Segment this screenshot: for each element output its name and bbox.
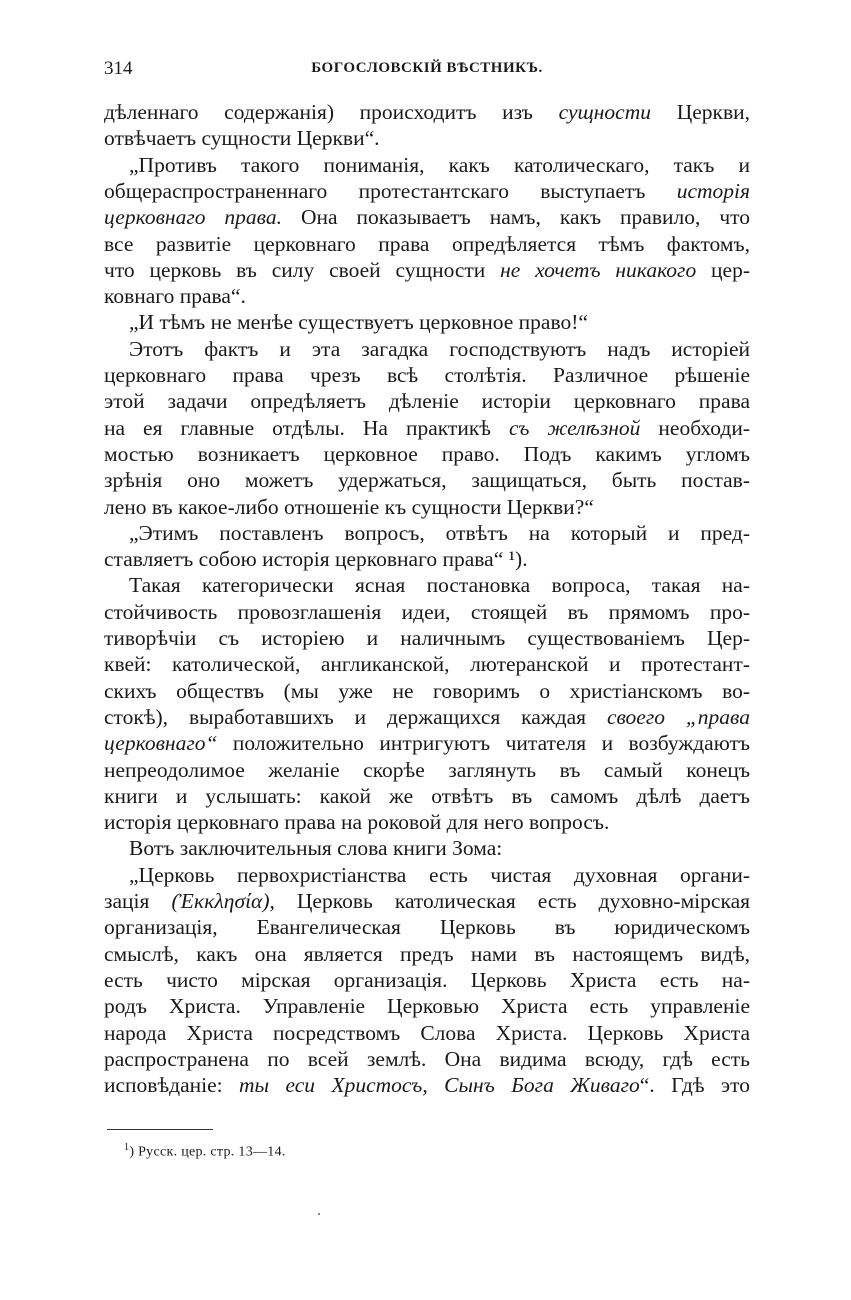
line-text: смыслѣ, какъ она является предъ нами въ настоящемъ видѣ, xyxy=(104,941,750,966)
footnote-divider xyxy=(107,1129,213,1130)
text-line xyxy=(104,914,750,941)
text-line xyxy=(129,309,750,336)
printing-speck xyxy=(318,1213,320,1215)
text-line xyxy=(104,204,750,231)
text-line xyxy=(104,651,750,678)
line-text: зрѣнія оно можетъ удержаться, защищаться, быть постав- xyxy=(104,468,750,493)
emphasis-text: не хочетъ никакого xyxy=(500,257,697,282)
line-text: этой задачи опредѣляетъ дѣленіе исторіи церковнаго права xyxy=(104,389,750,414)
line-text: необходи- xyxy=(640,415,750,440)
footnote xyxy=(124,1142,286,1161)
page-header xyxy=(104,58,750,82)
line-text: „Этимъ поставленъ вопросъ, отвѣтъ на который и пред- xyxy=(129,520,750,545)
line-text: Церкви, xyxy=(651,100,750,124)
text-line xyxy=(129,336,750,363)
line-text: ковнаго права“. xyxy=(104,284,246,309)
line-text: есть чисто мірская организація. Церковь Христа есть на- xyxy=(104,967,750,992)
text-line xyxy=(104,546,750,573)
text-line xyxy=(104,99,750,126)
text-line xyxy=(104,415,750,442)
line-text: исповѣданіе: xyxy=(104,1073,240,1098)
text-line xyxy=(104,283,750,310)
page-number: 314 xyxy=(104,58,133,79)
text-line xyxy=(104,993,750,1020)
line-text: квей: католической, англиканской, лютеранской и протестант- xyxy=(104,652,750,677)
line-text: цер- xyxy=(696,257,750,282)
text-line xyxy=(104,362,750,389)
line-text: родъ Христа. Управленіе Церковью Христа есть управленіе xyxy=(104,994,750,1019)
text-line xyxy=(104,967,750,994)
text-line xyxy=(104,678,750,705)
line-text: на ея главные отдѣлы. На практикѣ xyxy=(104,415,509,440)
text-line xyxy=(104,494,750,521)
line-text: Вотъ заключительныя слова книги Зома: xyxy=(129,836,503,861)
text-line xyxy=(104,783,750,810)
emphasis-text: исторія xyxy=(676,178,750,203)
text-line xyxy=(129,520,750,547)
emphasis-text: ты еси Христосъ, Сынъ Бога Живаго xyxy=(239,1073,640,1098)
line-text: что церковь въ силу своей сущности xyxy=(104,257,501,282)
line-text: “. Гдѣ это xyxy=(639,1073,750,1098)
line-text: распространена по всей землѣ. Она видима всюду, гдѣ есть xyxy=(104,1046,750,1071)
text-line xyxy=(104,388,750,415)
line-text: Она показываетъ намъ, какъ правило, что xyxy=(281,205,750,230)
text-line xyxy=(104,1046,750,1073)
line-text: все развитіе церковнаго права опредѣляется тѣмъ фактомъ, xyxy=(104,231,750,256)
line-text: положительно интригуютъ читателя и возбуждаютъ xyxy=(217,731,750,756)
text-line xyxy=(104,441,750,468)
text-line xyxy=(129,572,750,599)
text-line xyxy=(104,625,750,652)
line-text: „Противъ такого пониманія, какъ католическаго, такъ и xyxy=(129,152,750,177)
line-text: церковнаго права чрезъ всѣ столѣтія. Различное рѣшеніе xyxy=(104,363,750,387)
line-text: Такая категорически ясная постановка вопроса, такая на- xyxy=(129,573,750,598)
text-line xyxy=(104,125,750,152)
emphasis-text: церковнаго права. xyxy=(104,205,282,230)
text-line xyxy=(104,704,750,731)
line-text: , Церковь католическая есть духовно-мірская xyxy=(269,889,751,913)
line-text: Этотъ фактъ и эта загадка господствуютъ надъ исторіей xyxy=(129,336,750,361)
text-line xyxy=(104,467,750,494)
footnote-mark: 1 xyxy=(124,1142,130,1153)
text-line xyxy=(104,599,750,626)
line-text: тиворѣчіи съ исторіею и наличнымъ существованіемъ Цер- xyxy=(104,626,750,650)
line-text: дѣленнаго содержанія) происходитъ изъ xyxy=(104,100,559,124)
text-line xyxy=(104,941,750,968)
line-text: ставляетъ собою исторія церковнаго права“ ¹). xyxy=(104,547,528,572)
emphasis-text: своего „права xyxy=(606,704,750,729)
running-title: БОГОСЛОВСКІЙ ВѢСТНИКЪ. xyxy=(311,60,543,76)
text-line xyxy=(104,178,750,205)
footnote-text: ) Русск. цер. стр. 13—14. xyxy=(129,1144,286,1160)
line-text: „Церковь первохристіанства есть чистая духовная органи- xyxy=(129,862,750,887)
line-text: стойчивость провозглашенія идеи, стоящей въ прямомъ про- xyxy=(104,599,750,624)
emphasis-text: сущности xyxy=(558,100,651,124)
text-line xyxy=(104,730,750,757)
line-text: стокѣ), выработавшихъ и держащихся каждая xyxy=(104,704,607,729)
line-text: лено въ какое-либо отношеніе къ сущности Церкви?“ xyxy=(104,494,594,519)
emphasis-text: съ желѣзной xyxy=(508,415,641,440)
line-text: книги и услышать: какой же отвѣтъ въ самомъ дѣлѣ даетъ xyxy=(104,783,750,808)
text-line xyxy=(104,888,750,915)
text-line xyxy=(104,757,750,784)
line-text: зація xyxy=(104,889,172,913)
text-line xyxy=(129,862,750,889)
emphasis-text: церковнаго“ xyxy=(104,731,218,756)
text-line xyxy=(104,1072,750,1099)
text-line xyxy=(129,152,750,179)
line-text: общераспространеннаго протестантскаго выступаетъ xyxy=(104,178,677,203)
line-text: отвѣчаетъ сущности Церкви“. xyxy=(104,126,380,151)
line-text: „И тѣмъ не менѣе существуетъ церковное право!“ xyxy=(129,310,588,335)
line-text: исторія церковнаго права на роковой для него вопросъ. xyxy=(104,810,610,835)
line-text: мостью возникаетъ церковное право. Подъ какимъ угломъ xyxy=(104,441,750,466)
text-line xyxy=(129,835,750,862)
text-line xyxy=(104,257,750,284)
text-line xyxy=(104,1020,750,1047)
line-text: непреодолимое желаніе скорѣе заглянуть въ самый конецъ xyxy=(104,757,750,782)
text-line xyxy=(104,809,750,836)
line-text: скихъ обществъ (мы уже не говоримъ о христіанскомъ во- xyxy=(104,678,750,703)
emphasis-text: (Ἐκκλησία) xyxy=(171,889,270,913)
text-line xyxy=(104,231,750,258)
line-text: народа Христа посредствомъ Слова Христа. Церковь Христа xyxy=(104,1020,750,1045)
line-text: организація, Евангелическая Церковь въ юридическомъ xyxy=(104,915,750,940)
